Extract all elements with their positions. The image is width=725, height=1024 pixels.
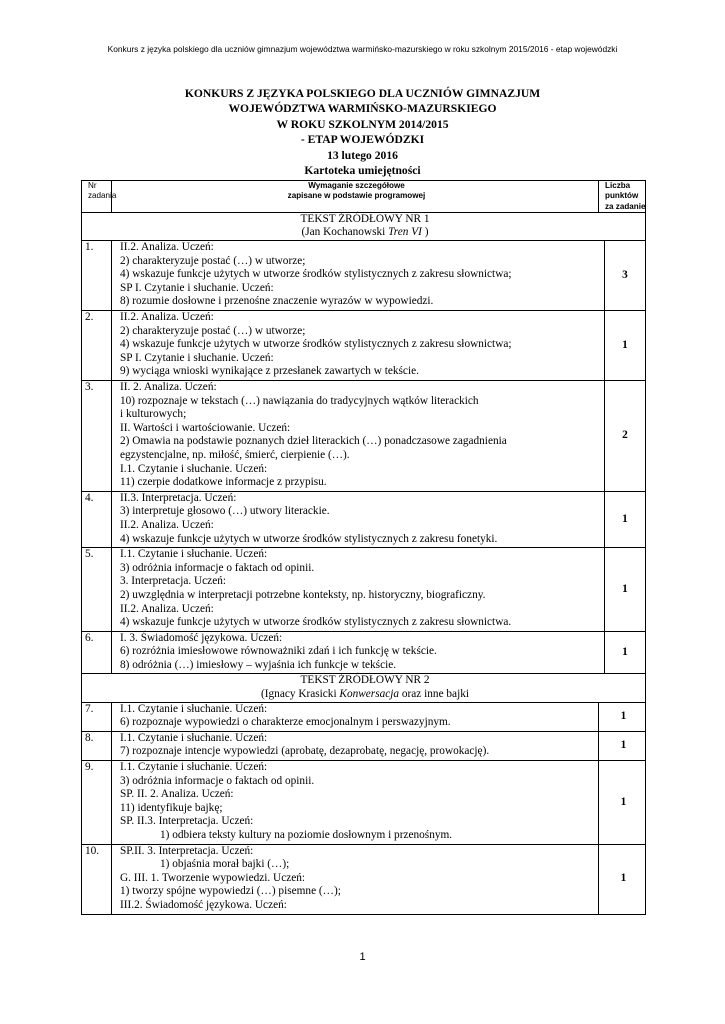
requirement-line: 1) objaśnia morał bajki (…);	[160, 858, 290, 871]
requirement-cell	[112, 702, 599, 731]
requirement-line: I. 3. Świadomość językowa. Uczeń:	[120, 631, 283, 644]
skills-table	[81, 180, 646, 915]
task-number: 4.	[82, 491, 112, 547]
requirement-cell	[112, 311, 646, 381]
requirement-line: 3. Interpretacja. Uczeń:	[120, 575, 227, 588]
requirement-line: G. III. 1. Tworzenie wypowiedzi. Uczeń:	[120, 871, 306, 884]
task-points: 1	[604, 311, 645, 380]
task-row	[82, 548, 646, 632]
requirement-line: 4) wskazuje funkcje użytych w utworze środków stylistycznych z zakresu słownictwa;	[120, 268, 512, 281]
requirement-line: i kulturowych;	[120, 408, 187, 421]
source-text-header	[82, 212, 646, 240]
requirement-line: 4) wskazuje funkcje użytych w utworze środków stylistycznych z zakresu słownictwa.	[120, 616, 512, 629]
requirement-line: 8) odróżnia (…) imiesłowy – wyjaśnia ich funkcje w tekście.	[120, 658, 397, 671]
source-text-title: (Jan Kochanowski Tren VI )	[301, 226, 429, 239]
requirement-line: 3) interpretuje głosowo (…) utwory literackie.	[120, 505, 330, 518]
header-nr: Nr zadania	[82, 181, 112, 213]
task-number: 9.	[82, 761, 112, 845]
requirement-line: II.3. Interpretacja. Uczeń:	[120, 491, 237, 504]
requirement-cell	[112, 241, 646, 311]
requirement-line: III.2. Świadomość językowa. Uczeń:	[120, 898, 287, 911]
requirement-line: 2) Omawia na podstawie poznanych dzieł literackich (…) ponadczasowe zagadnienia	[120, 435, 507, 448]
requirement-line: 9) wyciąga wnioski wynikające z przesłanek zawartych w tekście.	[120, 365, 419, 378]
document-title	[0, 86, 725, 178]
requirement-line: I.1. Czytanie i słuchanie. Uczeń:	[120, 702, 268, 715]
task-row	[82, 844, 646, 914]
table-header-row	[82, 181, 646, 213]
requirement-line: 2) charakteryzuje postać (…) w utworze;	[120, 254, 306, 267]
source-text-header	[82, 674, 646, 702]
requirement-line: I.1. Czytanie i słuchanie. Uczeń:	[120, 731, 268, 744]
requirement-line: 8) rozumie dosłowne i przenośne znaczenie wyrazów w wypowiedzi.	[120, 295, 434, 308]
requirement-line: 4) wskazuje funkcje użytych w utworze środków stylistycznych z zakresu fonetyki.	[120, 532, 498, 545]
running-header: Konkurs z języka polskiego dla uczniów gimnazjum województwa warmińsko-mazurskiego w roku szkolnym 2015/2016 - etap wojewódzki	[107, 44, 618, 54]
page-number: 1	[359, 951, 366, 963]
task-number: 5.	[82, 548, 112, 632]
task-points: 2	[604, 381, 645, 491]
title-line: - ETAP WOJEWÓDZKI	[300, 133, 425, 147]
title-line: KONKURS Z JĘZYKA POLSKIEGO DLA UCZNIÓW GIMNAZJUM	[184, 87, 541, 100]
task-number: 7.	[82, 702, 112, 731]
source-text-cell	[82, 674, 646, 702]
task-points: 1	[599, 761, 646, 845]
requirement-line: I.1. Czytanie i słuchanie. Uczeń:	[120, 462, 268, 475]
requirement-line: 10) rozpoznaje w tekstach (…) nawiązania do tradycyjnych wątków literackich	[120, 394, 479, 407]
requirement-line: 6) rozpoznaje wypowiedzi o charakterze emocjonalnym i perswazyjnym.	[120, 716, 451, 729]
requirement-line: egzystencjalne, np. miłość, śmierć, cierpienie (…).	[120, 448, 350, 461]
requirement-cell	[112, 731, 599, 760]
source-text-label: TEKST ŹRÓDŁOWY NR 2	[300, 674, 430, 687]
task-points: 1	[604, 548, 645, 631]
requirement-line: 1) tworzy spójne wypowiedzi (…) pisemne (…);	[120, 885, 341, 898]
task-row	[82, 241, 646, 311]
task-points: 1	[604, 492, 645, 547]
requirement-cell	[112, 844, 599, 914]
requirement-line: SP I. Czytanie i słuchanie. Uczeń:	[120, 351, 274, 364]
task-row	[82, 731, 646, 760]
requirement-line: II.2. Analiza. Uczeń:	[120, 602, 214, 615]
task-row	[82, 491, 646, 547]
requirement-line: 3) odróżnia informacje o faktach od opinii.	[120, 774, 315, 787]
sheet-title: Kartoteka umiejętności	[304, 164, 421, 178]
title-line: W ROKU SZKOLNYM 2014/2015	[276, 117, 449, 131]
task-row	[82, 702, 646, 731]
requirement-line: SP. II. 2. Analiza. Uczeń:	[120, 788, 234, 801]
task-number: 8.	[82, 731, 112, 760]
source-text-label: TEKST ŹRÓDŁOWY NR 1	[300, 212, 430, 225]
requirement-line: II. 2. Analiza. Uczeń:	[120, 381, 217, 394]
task-number: 2.	[82, 311, 112, 381]
requirement-line: 7) rozpoznaje intencje wypowiedzi (aprobatę, dezaprobatę, negację, prowokację).	[120, 745, 490, 758]
header-requirement: Wymaganie szczegółowe zapisane w podstawie programowej	[112, 181, 599, 213]
title-line: WOJEWÓDZTWA WARMIŃSKO-MAZURSKIEGO	[228, 102, 497, 116]
requirement-line: I.1. Czytanie i słuchanie. Uczeń:	[120, 548, 268, 561]
requirement-cell	[112, 381, 646, 492]
requirement-line: II.2. Analiza. Uczeń:	[120, 241, 214, 254]
task-number: 1.	[82, 241, 112, 311]
requirement-cell	[112, 548, 646, 632]
requirement-line: 11) czerpie dodatkowe informacje z przypisu.	[120, 476, 327, 489]
task-points: 1	[599, 702, 646, 731]
task-row	[82, 761, 646, 845]
task-points: 1	[599, 844, 646, 914]
task-number: 6.	[82, 631, 112, 674]
task-row	[82, 631, 646, 674]
task-points: 1	[599, 731, 646, 760]
requirement-line: SP. II.3. Interpretacja. Uczeń:	[120, 815, 254, 828]
task-points: 3	[604, 241, 645, 310]
requirement-line: 4) wskazuje funkcje użytych w utworze środków stylistycznych z zakresu słownictwa;	[120, 338, 512, 351]
requirement-line: I.1. Czytanie i słuchanie. Uczeń:	[120, 761, 268, 774]
task-points: 1	[604, 632, 645, 674]
requirement-line: 3) odróżnia informacje o faktach od opinii.	[120, 561, 315, 574]
requirement-line: II. Wartości i wartościowanie. Uczeń:	[120, 421, 291, 434]
requirement-line: 2) charakteryzuje postać (…) w utworze;	[120, 324, 306, 337]
header-points: Liczba punktów za zadanie	[599, 181, 646, 213]
requirement-line: II.2. Analiza. Uczeń:	[120, 518, 214, 531]
requirement-line: 2) uwzględnia w interpretacji potrzebne konteksty, np. historyczny, biograficzny.	[120, 588, 486, 601]
task-row	[82, 311, 646, 381]
requirement-line: 1) odbiera teksty kultury na poziomie dosłownym i przenośnym.	[160, 829, 453, 842]
requirement-line: 6) rozróżnia imiesłowowe równoważniki zdań i ich funkcję w tekście.	[120, 645, 437, 658]
requirement-line: II.2. Analiza. Uczeń:	[120, 311, 214, 324]
source-text-cell	[82, 212, 646, 240]
requirement-cell	[112, 631, 646, 674]
requirement-line: SP.II. 3. Interpretacja. Uczeń:	[120, 844, 254, 857]
task-number: 10.	[82, 844, 112, 914]
task-row	[82, 381, 646, 492]
source-text-title: (Ignacy Krasicki Konwersacja oraz inne bajki	[261, 688, 469, 701]
requirement-line: SP I. Czytanie i słuchanie. Uczeń:	[120, 281, 274, 294]
task-number: 3.	[82, 381, 112, 492]
requirement-cell	[112, 491, 646, 547]
requirement-cell	[112, 761, 599, 845]
exam-date: 13 lutego 2016	[327, 148, 398, 162]
requirement-line: 11) identyfikuje bajkę;	[120, 801, 223, 814]
